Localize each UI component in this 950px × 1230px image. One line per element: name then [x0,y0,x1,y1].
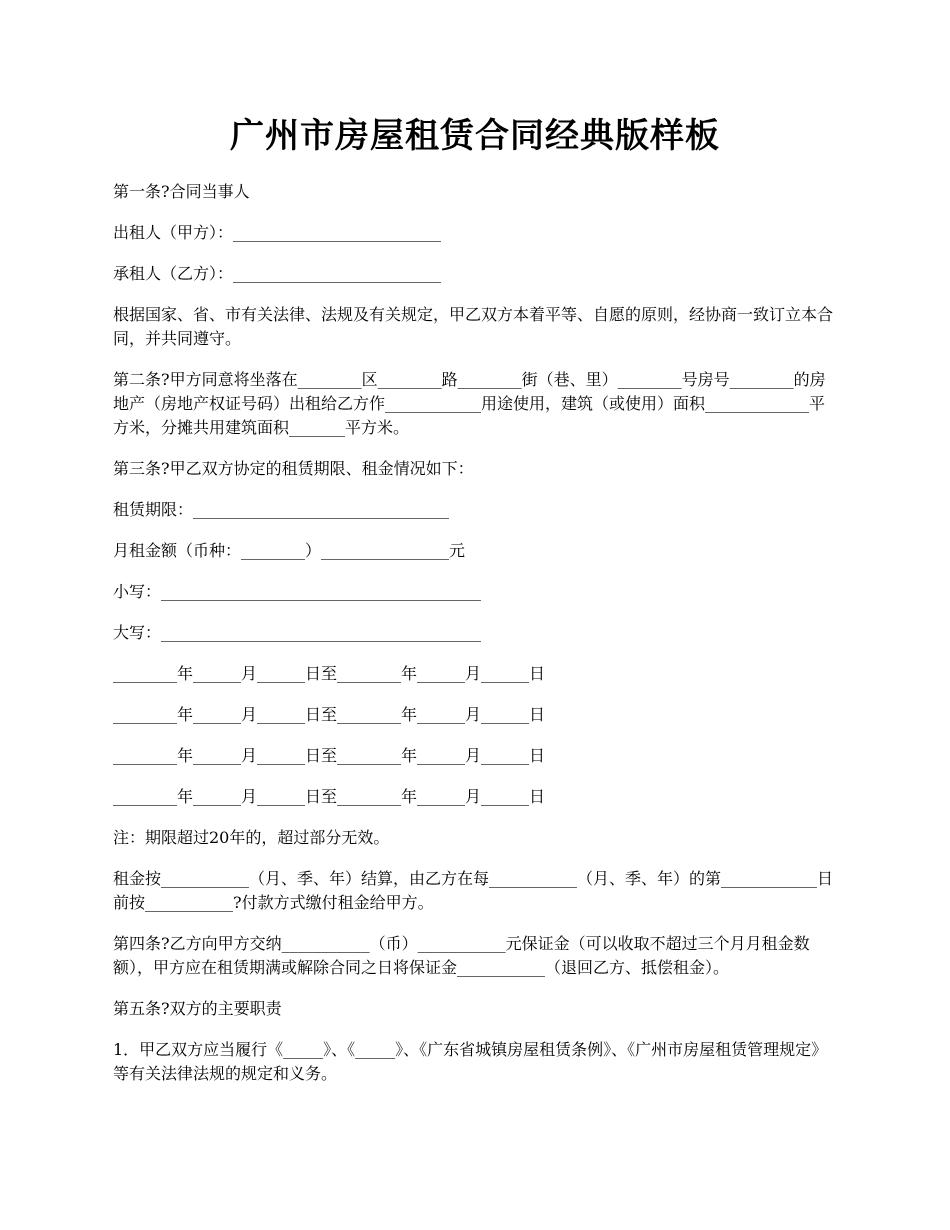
paragraph-lessor: 出租人（甲方）：__________________________ [113,223,442,242]
paragraph-article-1-heading: 第一条?合同当事人 [113,182,250,201]
paragraph-date-range-1: ________年______月______日至________年______月______日 [113,664,546,683]
paragraph-lease-term: 租赁期限：________________________________ [113,500,450,519]
paragraph-article-4: 第四条?乙方向甲方交纳___________（币）___________元保证金（可以收取不超过三个月月租金数额），甲方应在租赁期满或解除合同之日将保证金___________（退回乙方、抵偿租金）。 [113,934,810,977]
paragraph-lessee: 承租人（乙方）：__________________________ [113,264,442,283]
paragraph-preamble: 根据国家、省、市有关法律、法规及有关规定，甲乙双方本着平等、自愿的原则，经协商一致订立本合同，并共同遵守。 [113,305,834,348]
paragraph-article-5-item-1: 1．甲乙双方应当履行《_____》、《_____》、《广东省城镇房屋租赁条例》、《广州市房屋租赁管理规定》等有关法律法规的规定和义务。 [113,1040,828,1083]
paragraph-article-2: 第二条?甲方同意将坐落在________区________路________街（巷、里）________号房号________的房地产（房地产权证号码）出租给乙方作____________用途使用，建筑（或使用）面积_____________平方米，分摊共用建筑面积_______平方米。 [113,370,826,437]
paragraph-article-5-heading: 第五条?双方的主要职责 [113,999,282,1018]
paragraph-article-3-heading: 第三条?甲乙双方协定的租赁期限、租金情况如下： [113,459,474,478]
paragraph-rent-payment: 租金按___________（月、季、年）结算，由乙方在每___________（月、季、年）的第____________日前按___________?付款方式缴付租金给甲方。 [113,869,834,912]
paragraph-amount-uppercase: 大写：________________________________________ [113,623,482,642]
paragraph-note: 注：期限超过20年的，超过部分无效。 [113,828,390,847]
paragraph-date-range-4: ________年______月______日至________年______月______日 [113,787,546,806]
document-title: 广州市房屋租赁合同经典版样板 [230,116,720,156]
paragraph-monthly-rent: 月租金额（币种：________）________________元 [113,541,466,560]
paragraph-date-range-3: ________年______月______日至________年______月______日 [113,746,546,765]
paragraph-date-range-2: ________年______月______日至________年______月______日 [113,705,546,724]
paragraph-amount-lowercase: 小写：________________________________________ [113,582,482,601]
document-body [113,180,835,1103]
